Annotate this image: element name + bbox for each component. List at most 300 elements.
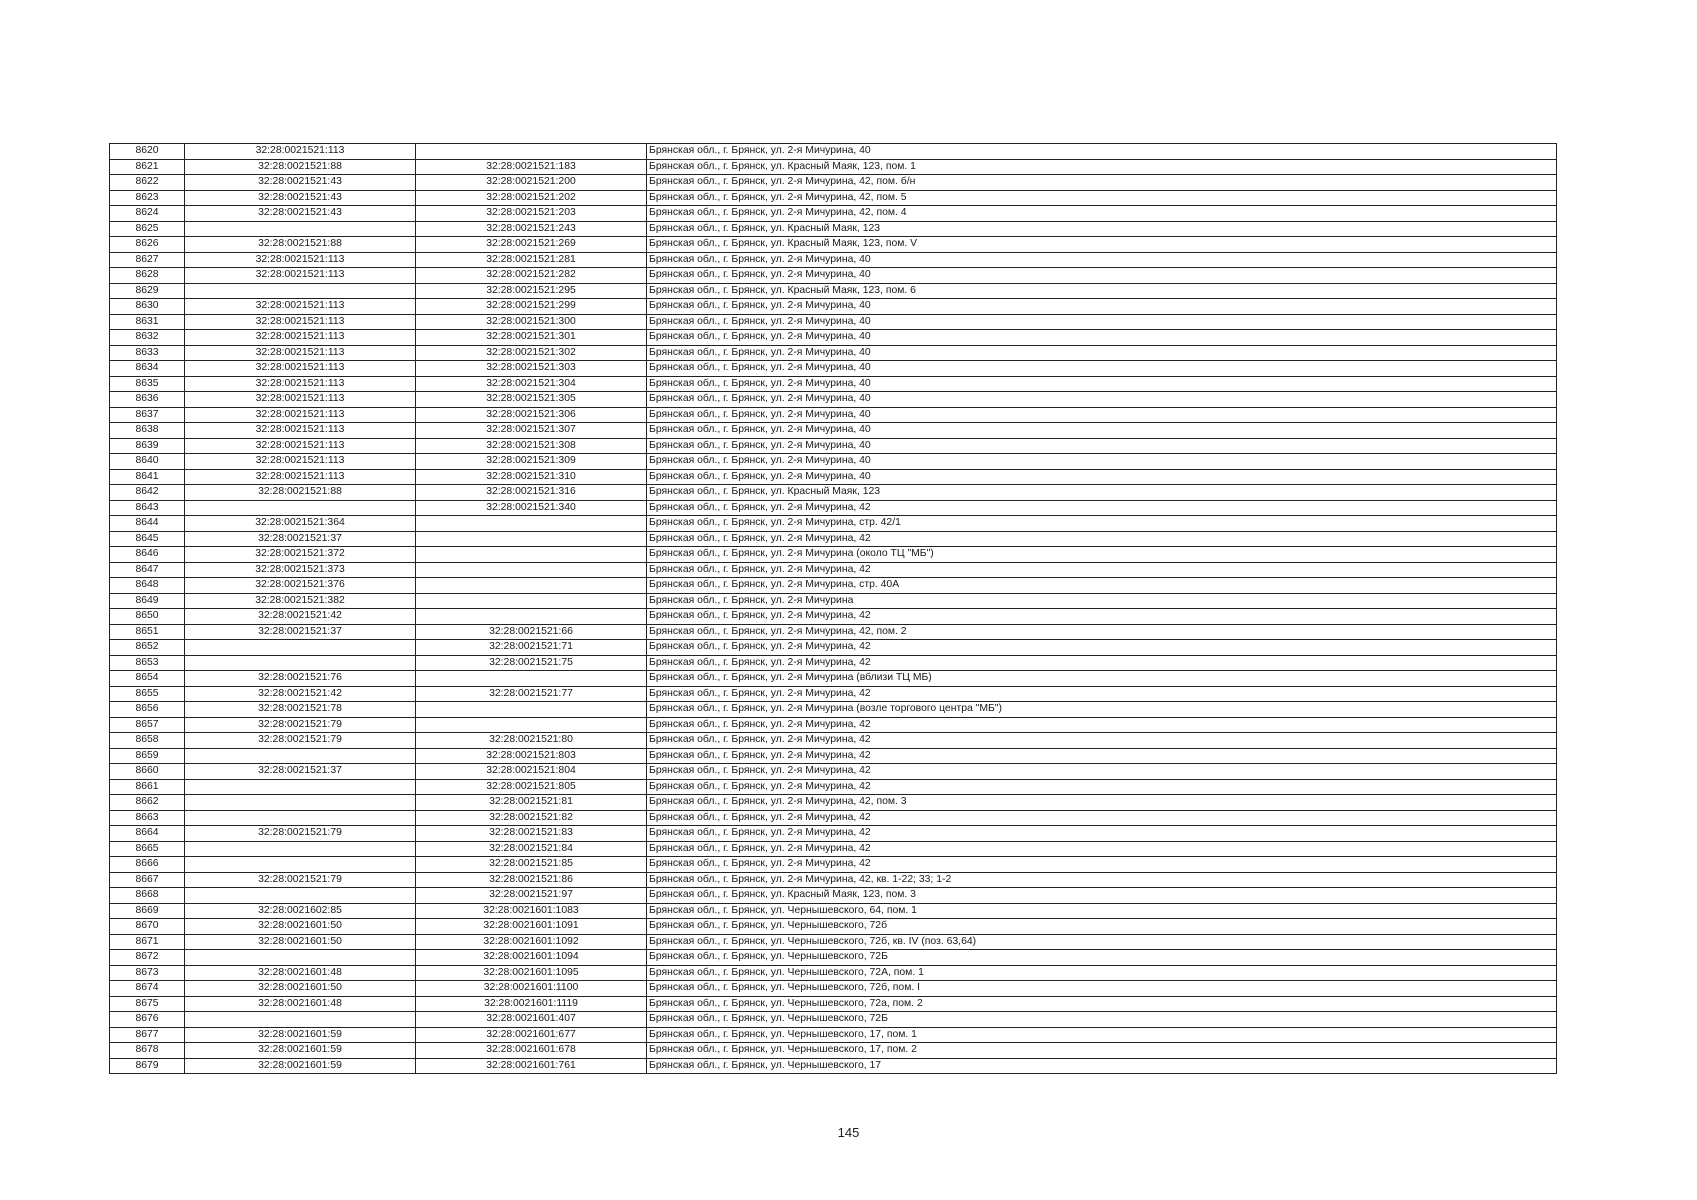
row-number-cell: 8673 <box>110 965 185 981</box>
address-cell: Брянская обл., г. Брянск, ул. Чернышевского, 72а, пом. 2 <box>647 996 1557 1012</box>
table-row <box>110 748 1557 764</box>
parent-cadastral-number-cell: 32:28:0021521:113 <box>185 392 416 408</box>
table-row <box>110 841 1557 857</box>
cadastral-number-cell: 32:28:0021521:183 <box>416 159 647 175</box>
address-cell: Брянская обл., г. Брянск, ул. 2-я Мичурина, 42 <box>647 531 1557 547</box>
address-cell: Брянская обл., г. Брянск, ул. 2-я Мичурина (возле торгового центра "МБ") <box>647 702 1557 718</box>
parent-cadastral-number-cell: 32:28:0021521:43 <box>185 175 416 191</box>
cadastral-number-cell: 32:28:0021521:340 <box>416 500 647 516</box>
table-row <box>110 361 1557 377</box>
parent-cadastral-number-cell: 32:28:0021521:88 <box>185 159 416 175</box>
cadastral-number-cell: 32:28:0021521:310 <box>416 469 647 485</box>
table-row <box>110 996 1557 1012</box>
cadastral-number-cell: 32:28:0021521:71 <box>416 640 647 656</box>
row-number-cell: 8651 <box>110 624 185 640</box>
parent-cadastral-number-cell <box>185 795 416 811</box>
parent-cadastral-number-cell: 32:28:0021521:364 <box>185 516 416 532</box>
table-row <box>110 578 1557 594</box>
address-cell: Брянская обл., г. Брянск, ул. 2-я Мичурина, 42, пом. б/н <box>647 175 1557 191</box>
address-cell: Брянская обл., г. Брянск, ул. 2-я Мичурина, 42 <box>647 748 1557 764</box>
address-cell: Брянская обл., г. Брянск, ул. Красный Маяк, 123 <box>647 221 1557 237</box>
address-cell: Брянская обл., г. Брянск, ул. 2-я Мичурина, 42 <box>647 609 1557 625</box>
parent-cadastral-number-cell: 32:28:0021521:78 <box>185 702 416 718</box>
address-cell: Брянская обл., г. Брянск, ул. 2-я Мичурина, 40 <box>647 252 1557 268</box>
cadastral-number-cell: 32:28:0021521:243 <box>416 221 647 237</box>
address-cell: Брянская обл., г. Брянск, ул. 2-я Мичурина, 40 <box>647 454 1557 470</box>
parent-cadastral-number-cell <box>185 500 416 516</box>
row-number-cell: 8621 <box>110 159 185 175</box>
table-row <box>110 640 1557 656</box>
row-number-cell: 8624 <box>110 206 185 222</box>
cadastral-number-cell: 32:28:0021601:1119 <box>416 996 647 1012</box>
table-row <box>110 175 1557 191</box>
table-row <box>110 764 1557 780</box>
address-cell: Брянская обл., г. Брянск, ул. Чернышевского, 17 <box>647 1058 1557 1074</box>
cadastral-number-cell <box>416 671 647 687</box>
parent-cadastral-number-cell: 32:28:0021521:372 <box>185 547 416 563</box>
cadastral-number-cell: 32:28:0021521:302 <box>416 345 647 361</box>
address-cell: Брянская обл., г. Брянск, ул. 2-я Мичурина, 42 <box>647 500 1557 516</box>
table-row <box>110 500 1557 516</box>
row-number-cell: 8623 <box>110 190 185 206</box>
table-row <box>110 671 1557 687</box>
address-cell: Брянская обл., г. Брянск, ул. 2-я Мичурина, 42 <box>647 857 1557 873</box>
row-number-cell: 8670 <box>110 919 185 935</box>
address-cell: Брянская обл., г. Брянск, ул. Чернышевского, 17, пом. 2 <box>647 1043 1557 1059</box>
cadastral-number-cell: 32:28:0021521:202 <box>416 190 647 206</box>
cadastral-number-cell: 32:28:0021521:66 <box>416 624 647 640</box>
table-row <box>110 299 1557 315</box>
parent-cadastral-number-cell <box>185 810 416 826</box>
cadastral-number-cell <box>416 144 647 160</box>
cadastral-number-cell: 32:28:0021521:84 <box>416 841 647 857</box>
address-cell: Брянская обл., г. Брянск, ул. Чернышевского, 72б, пом. I <box>647 981 1557 997</box>
cadastral-number-cell: 32:28:0021601:1094 <box>416 950 647 966</box>
table-row <box>110 469 1557 485</box>
parent-cadastral-number-cell: 32:28:0021602:85 <box>185 903 416 919</box>
table-row <box>110 950 1557 966</box>
table-row <box>110 283 1557 299</box>
row-number-cell: 8638 <box>110 423 185 439</box>
parent-cadastral-number-cell: 32:28:0021601:48 <box>185 965 416 981</box>
parent-cadastral-number-cell: 32:28:0021521:79 <box>185 733 416 749</box>
row-number-cell: 8665 <box>110 841 185 857</box>
table-row <box>110 206 1557 222</box>
table-row <box>110 934 1557 950</box>
row-number-cell: 8642 <box>110 485 185 501</box>
address-cell: Брянская обл., г. Брянск, ул. 2-я Мичурина, 42, пом. 3 <box>647 795 1557 811</box>
table-row <box>110 888 1557 904</box>
row-number-cell: 8677 <box>110 1027 185 1043</box>
table-row <box>110 268 1557 284</box>
parent-cadastral-number-cell: 32:28:0021521:37 <box>185 764 416 780</box>
parent-cadastral-number-cell <box>185 283 416 299</box>
row-number-cell: 8667 <box>110 872 185 888</box>
cadastral-number-cell <box>416 593 647 609</box>
row-number-cell: 8661 <box>110 779 185 795</box>
row-number-cell: 8657 <box>110 717 185 733</box>
address-cell: Брянская обл., г. Брянск, ул. Красный Маяк, 123 <box>647 485 1557 501</box>
cadastral-number-cell: 32:28:0021521:316 <box>416 485 647 501</box>
row-number-cell: 8637 <box>110 407 185 423</box>
address-cell: Брянская обл., г. Брянск, ул. 2-я Мичурина, 40 <box>647 469 1557 485</box>
row-number-cell: 8643 <box>110 500 185 516</box>
row-number-cell: 8640 <box>110 454 185 470</box>
address-cell: Брянская обл., г. Брянск, ул. Чернышевского, 72Б <box>647 950 1557 966</box>
parent-cadastral-number-cell: 32:28:0021601:59 <box>185 1027 416 1043</box>
row-number-cell: 8629 <box>110 283 185 299</box>
table-row <box>110 345 1557 361</box>
parent-cadastral-number-cell: 32:28:0021521:373 <box>185 562 416 578</box>
row-number-cell: 8671 <box>110 934 185 950</box>
parent-cadastral-number-cell: 32:28:0021521:42 <box>185 686 416 702</box>
address-cell: Брянская обл., г. Брянск, ул. 2-я Мичурина, 42 <box>647 717 1557 733</box>
cadastral-number-cell: 32:28:0021521:299 <box>416 299 647 315</box>
address-cell: Брянская обл., г. Брянск, ул. Красный Маяк, 123, пом. 3 <box>647 888 1557 904</box>
table-row <box>110 330 1557 346</box>
table-row <box>110 981 1557 997</box>
row-number-cell: 8646 <box>110 547 185 563</box>
address-cell: Брянская обл., г. Брянск, ул. 2-я Мичурина, 40 <box>647 299 1557 315</box>
parent-cadastral-number-cell: 32:28:0021601:48 <box>185 996 416 1012</box>
parent-cadastral-number-cell: 32:28:0021521:113 <box>185 144 416 160</box>
row-number-cell: 8628 <box>110 268 185 284</box>
row-number-cell: 8625 <box>110 221 185 237</box>
row-number-cell: 8636 <box>110 392 185 408</box>
address-cell: Брянская обл., г. Брянск, ул. 2-я Мичурина, 40 <box>647 345 1557 361</box>
cadastral-number-cell: 32:28:0021521:295 <box>416 283 647 299</box>
table-row <box>110 314 1557 330</box>
parent-cadastral-number-cell: 32:28:0021521:113 <box>185 345 416 361</box>
address-cell: Брянская обл., г. Брянск, ул. 2-я Мичурина, 40 <box>647 330 1557 346</box>
table-row <box>110 1027 1557 1043</box>
address-cell: Брянская обл., г. Брянск, ул. 2-я Мичурина, стр. 40А <box>647 578 1557 594</box>
cadastral-number-cell: 32:28:0021601:1095 <box>416 965 647 981</box>
cadastral-number-cell: 32:28:0021521:282 <box>416 268 647 284</box>
row-number-cell: 8645 <box>110 531 185 547</box>
cadastral-number-cell: 32:28:0021521:281 <box>416 252 647 268</box>
cadastral-number-cell: 32:28:0021521:306 <box>416 407 647 423</box>
table-row <box>110 624 1557 640</box>
cadastral-number-cell: 32:28:0021521:307 <box>416 423 647 439</box>
parent-cadastral-number-cell: 32:28:0021521:113 <box>185 407 416 423</box>
parent-cadastral-number-cell: 32:28:0021521:376 <box>185 578 416 594</box>
cadastral-number-cell: 32:28:0021521:203 <box>416 206 647 222</box>
parent-cadastral-number-cell: 32:28:0021521:113 <box>185 268 416 284</box>
address-cell: Брянская обл., г. Брянск, ул. 2-я Мичурина, 40 <box>647 438 1557 454</box>
row-number-cell: 8633 <box>110 345 185 361</box>
parent-cadastral-number-cell: 32:28:0021521:37 <box>185 531 416 547</box>
parent-cadastral-number-cell <box>185 857 416 873</box>
row-number-cell: 8635 <box>110 376 185 392</box>
parent-cadastral-number-cell: 32:28:0021521:88 <box>185 485 416 501</box>
table-row <box>110 826 1557 842</box>
page-number: 145 <box>837 1125 860 1140</box>
address-cell: Брянская обл., г. Брянск, ул. 2-я Мичурина, 42 <box>647 640 1557 656</box>
table-row <box>110 159 1557 175</box>
table-row <box>110 965 1557 981</box>
table-row <box>110 531 1557 547</box>
address-cell: Брянская обл., г. Брянск, ул. 2-я Мичурина, 40 <box>647 407 1557 423</box>
parent-cadastral-number-cell: 32:28:0021601:50 <box>185 934 416 950</box>
address-cell: Брянская обл., г. Брянск, ул. 2-я Мичурина, 42, кв. 1-22; 33; 1-2 <box>647 872 1557 888</box>
cadastral-number-cell: 32:28:0021521:804 <box>416 764 647 780</box>
table-row <box>110 857 1557 873</box>
address-cell: Брянская обл., г. Брянск, ул. Чернышевского, 17, пом. 1 <box>647 1027 1557 1043</box>
address-cell: Брянская обл., г. Брянск, ул. Чернышевского, 64, пом. 1 <box>647 903 1557 919</box>
cadastral-table-body <box>110 144 1557 1074</box>
row-number-cell: 8652 <box>110 640 185 656</box>
cadastral-number-cell: 32:28:0021601:1091 <box>416 919 647 935</box>
address-cell: Брянская обл., г. Брянск, ул. 2-я Мичурина, 42 <box>647 810 1557 826</box>
cadastral-number-cell <box>416 578 647 594</box>
parent-cadastral-number-cell: 32:28:0021521:79 <box>185 826 416 842</box>
parent-cadastral-number-cell <box>185 779 416 795</box>
row-number-cell: 8674 <box>110 981 185 997</box>
address-cell: Брянская обл., г. Брянск, ул. 2-я Мичурина (около ТЦ "МБ") <box>647 547 1557 563</box>
parent-cadastral-number-cell: 32:28:0021521:43 <box>185 206 416 222</box>
address-cell: Брянская обл., г. Брянск, ул. 2-я Мичурина, 42 <box>647 733 1557 749</box>
address-cell: Брянская обл., г. Брянск, ул. 2-я Мичурина, 40 <box>647 376 1557 392</box>
row-number-cell: 8675 <box>110 996 185 1012</box>
cadastral-number-cell: 32:28:0021601:1092 <box>416 934 647 950</box>
table-row <box>110 190 1557 206</box>
table-row <box>110 237 1557 253</box>
row-number-cell: 8641 <box>110 469 185 485</box>
cadastral-number-cell: 32:28:0021521:305 <box>416 392 647 408</box>
table-row <box>110 485 1557 501</box>
row-number-cell: 8626 <box>110 237 185 253</box>
parent-cadastral-number-cell <box>185 841 416 857</box>
table-row <box>110 717 1557 733</box>
address-cell: Брянская обл., г. Брянск, ул. Чернышевского, 72б, кв. IV (поз. 63,64) <box>647 934 1557 950</box>
row-number-cell: 8660 <box>110 764 185 780</box>
cadastral-number-cell <box>416 547 647 563</box>
address-cell: Брянская обл., г. Брянск, ул. 2-я Мичурина <box>647 593 1557 609</box>
table-row <box>110 795 1557 811</box>
cadastral-number-cell: 32:28:0021521:80 <box>416 733 647 749</box>
table-row <box>110 144 1557 160</box>
cadastral-number-cell: 32:28:0021521:75 <box>416 655 647 671</box>
table-row <box>110 221 1557 237</box>
row-number-cell: 8669 <box>110 903 185 919</box>
cadastral-number-cell <box>416 531 647 547</box>
row-number-cell: 8672 <box>110 950 185 966</box>
parent-cadastral-number-cell <box>185 640 416 656</box>
row-number-cell: 8676 <box>110 1012 185 1028</box>
address-cell: Брянская обл., г. Брянск, ул. 2-я Мичурина, 40 <box>647 314 1557 330</box>
cadastral-number-cell: 32:28:0021601:678 <box>416 1043 647 1059</box>
address-cell: Брянская обл., г. Брянск, ул. 2-я Мичурина, 42, пом. 4 <box>647 206 1557 222</box>
cadastral-number-cell: 32:28:0021521:803 <box>416 748 647 764</box>
address-cell: Брянская обл., г. Брянск, ул. 2-я Мичурина, 42 <box>647 764 1557 780</box>
parent-cadastral-number-cell: 32:28:0021521:79 <box>185 717 416 733</box>
cadastral-number-cell <box>416 516 647 532</box>
address-cell: Брянская обл., г. Брянск, ул. Красный Маяк, 123, пом. V <box>647 237 1557 253</box>
parent-cadastral-number-cell: 32:28:0021521:42 <box>185 609 416 625</box>
table-row <box>110 702 1557 718</box>
row-number-cell: 8653 <box>110 655 185 671</box>
parent-cadastral-number-cell <box>185 950 416 966</box>
address-cell: Брянская обл., г. Брянск, ул. Чернышевского, 72Б <box>647 1012 1557 1028</box>
row-number-cell: 8627 <box>110 252 185 268</box>
address-cell: Брянская обл., г. Брянск, ул. 2-я Мичурина, 42 <box>647 655 1557 671</box>
cadastral-number-cell: 32:28:0021521:300 <box>416 314 647 330</box>
cadastral-number-cell: 32:28:0021521:301 <box>416 330 647 346</box>
table-row <box>110 1058 1557 1074</box>
row-number-cell: 8666 <box>110 857 185 873</box>
cadastral-number-cell: 32:28:0021521:81 <box>416 795 647 811</box>
parent-cadastral-number-cell: 32:28:0021521:79 <box>185 872 416 888</box>
row-number-cell: 8663 <box>110 810 185 826</box>
cadastral-number-cell: 32:28:0021601:1083 <box>416 903 647 919</box>
address-cell: Брянская обл., г. Брянск, ул. 2-я Мичурина, 42 <box>647 562 1557 578</box>
cadastral-number-cell: 32:28:0021521:304 <box>416 376 647 392</box>
parent-cadastral-number-cell: 32:28:0021601:59 <box>185 1043 416 1059</box>
address-cell: Брянская обл., г. Брянск, ул. 2-я Мичурина, 42 <box>647 779 1557 795</box>
cadastral-number-cell <box>416 609 647 625</box>
parent-cadastral-number-cell: 32:28:0021521:113 <box>185 330 416 346</box>
parent-cadastral-number-cell: 32:28:0021521:113 <box>185 454 416 470</box>
table-row <box>110 423 1557 439</box>
row-number-cell: 8654 <box>110 671 185 687</box>
row-number-cell: 8658 <box>110 733 185 749</box>
parent-cadastral-number-cell: 32:28:0021521:113 <box>185 299 416 315</box>
cadastral-number-cell: 32:28:0021521:309 <box>416 454 647 470</box>
row-number-cell: 8647 <box>110 562 185 578</box>
cadastral-number-cell: 32:28:0021521:85 <box>416 857 647 873</box>
row-number-cell: 8662 <box>110 795 185 811</box>
parent-cadastral-number-cell <box>185 655 416 671</box>
table-row <box>110 516 1557 532</box>
row-number-cell: 8656 <box>110 702 185 718</box>
address-cell: Брянская обл., г. Брянск, ул. Красный Маяк, 123, пом. 6 <box>647 283 1557 299</box>
cadastral-number-cell: 32:28:0021521:308 <box>416 438 647 454</box>
row-number-cell: 8630 <box>110 299 185 315</box>
address-cell: Брянская обл., г. Брянск, ул. 2-я Мичурина, 42, пом. 2 <box>647 624 1557 640</box>
cadastral-number-cell: 32:28:0021601:761 <box>416 1058 647 1074</box>
parent-cadastral-number-cell: 32:28:0021521:88 <box>185 237 416 253</box>
row-number-cell: 8634 <box>110 361 185 377</box>
address-cell: Брянская обл., г. Брянск, ул. Красный Маяк, 123, пом. 1 <box>647 159 1557 175</box>
table-row <box>110 547 1557 563</box>
table-row <box>110 810 1557 826</box>
table-row <box>110 903 1557 919</box>
address-cell: Брянская обл., г. Брянск, ул. 2-я Мичурина (вблизи ТЦ МБ) <box>647 671 1557 687</box>
parent-cadastral-number-cell: 32:28:0021521:113 <box>185 423 416 439</box>
cadastral-number-cell: 32:28:0021601:407 <box>416 1012 647 1028</box>
cadastral-number-cell: 32:28:0021521:97 <box>416 888 647 904</box>
row-number-cell: 8678 <box>110 1043 185 1059</box>
cadastral-number-cell <box>416 562 647 578</box>
parent-cadastral-number-cell: 32:28:0021521:113 <box>185 361 416 377</box>
row-number-cell: 8648 <box>110 578 185 594</box>
cadastral-number-cell: 32:28:0021521:86 <box>416 872 647 888</box>
table-row <box>110 376 1557 392</box>
table-row <box>110 252 1557 268</box>
cadastral-number-cell <box>416 702 647 718</box>
parent-cadastral-number-cell: 32:28:0021521:113 <box>185 469 416 485</box>
cadastral-number-cell: 32:28:0021521:269 <box>416 237 647 253</box>
parent-cadastral-number-cell <box>185 221 416 237</box>
table-row <box>110 392 1557 408</box>
table-row <box>110 454 1557 470</box>
row-number-cell: 8631 <box>110 314 185 330</box>
address-cell: Брянская обл., г. Брянск, ул. 2-я Мичурина, 42, пом. 5 <box>647 190 1557 206</box>
parent-cadastral-number-cell: 32:28:0021521:113 <box>185 252 416 268</box>
parent-cadastral-number-cell: 32:28:0021521:43 <box>185 190 416 206</box>
cadastral-number-cell: 32:28:0021521:83 <box>416 826 647 842</box>
cadastral-number-cell: 32:28:0021521:82 <box>416 810 647 826</box>
row-number-cell: 8668 <box>110 888 185 904</box>
row-number-cell: 8639 <box>110 438 185 454</box>
cadastral-table <box>109 143 1557 1074</box>
table-row <box>110 872 1557 888</box>
parent-cadastral-number-cell: 32:28:0021521:113 <box>185 376 416 392</box>
address-cell: Брянская обл., г. Брянск, ул. 2-я Мичурина, 42 <box>647 826 1557 842</box>
parent-cadastral-number-cell: 32:28:0021521:113 <box>185 438 416 454</box>
address-cell: Брянская обл., г. Брянск, ул. Чернышевского, 72б <box>647 919 1557 935</box>
parent-cadastral-number-cell: 32:28:0021601:50 <box>185 919 416 935</box>
table-row <box>110 438 1557 454</box>
address-cell: Брянская обл., г. Брянск, ул. 2-я Мичурина, 42 <box>647 686 1557 702</box>
cadastral-number-cell: 32:28:0021521:303 <box>416 361 647 377</box>
table-row <box>110 562 1557 578</box>
parent-cadastral-number-cell: 32:28:0021601:50 <box>185 981 416 997</box>
row-number-cell: 8679 <box>110 1058 185 1074</box>
parent-cadastral-number-cell <box>185 1012 416 1028</box>
row-number-cell: 8655 <box>110 686 185 702</box>
parent-cadastral-number-cell: 32:28:0021521:113 <box>185 314 416 330</box>
address-cell: Брянская обл., г. Брянск, ул. 2-я Мичурина, стр. 42/1 <box>647 516 1557 532</box>
table-row <box>110 609 1557 625</box>
row-number-cell: 8622 <box>110 175 185 191</box>
parent-cadastral-number-cell <box>185 748 416 764</box>
address-cell: Брянская обл., г. Брянск, ул. 2-я Мичурина, 42 <box>647 841 1557 857</box>
row-number-cell: 8664 <box>110 826 185 842</box>
table-row <box>110 733 1557 749</box>
cadastral-number-cell: 32:28:0021521:77 <box>416 686 647 702</box>
parent-cadastral-number-cell: 32:28:0021521:382 <box>185 593 416 609</box>
table-row <box>110 779 1557 795</box>
table-row <box>110 655 1557 671</box>
cadastral-number-cell: 32:28:0021521:200 <box>416 175 647 191</box>
parent-cadastral-number-cell: 32:28:0021521:76 <box>185 671 416 687</box>
table-row <box>110 919 1557 935</box>
table-row <box>110 1043 1557 1059</box>
table-row <box>110 1012 1557 1028</box>
cadastral-number-cell: 32:28:0021521:805 <box>416 779 647 795</box>
address-cell: Брянская обл., г. Брянск, ул. 2-я Мичурина, 40 <box>647 361 1557 377</box>
row-number-cell: 8649 <box>110 593 185 609</box>
table-row <box>110 593 1557 609</box>
row-number-cell: 8659 <box>110 748 185 764</box>
row-number-cell: 8632 <box>110 330 185 346</box>
row-number-cell: 8644 <box>110 516 185 532</box>
table-row <box>110 686 1557 702</box>
row-number-cell: 8650 <box>110 609 185 625</box>
cadastral-number-cell <box>416 717 647 733</box>
address-cell: Брянская обл., г. Брянск, ул. 2-я Мичурина, 40 <box>647 392 1557 408</box>
address-cell: Брянская обл., г. Брянск, ул. 2-я Мичурина, 40 <box>647 423 1557 439</box>
cadastral-number-cell: 32:28:0021601:1100 <box>416 981 647 997</box>
cadastral-number-cell: 32:28:0021601:677 <box>416 1027 647 1043</box>
row-number-cell: 8620 <box>110 144 185 160</box>
address-cell: Брянская обл., г. Брянск, ул. Чернышевского, 72А, пом. 1 <box>647 965 1557 981</box>
parent-cadastral-number-cell: 32:28:0021601:59 <box>185 1058 416 1074</box>
parent-cadastral-number-cell <box>185 888 416 904</box>
table-row <box>110 407 1557 423</box>
